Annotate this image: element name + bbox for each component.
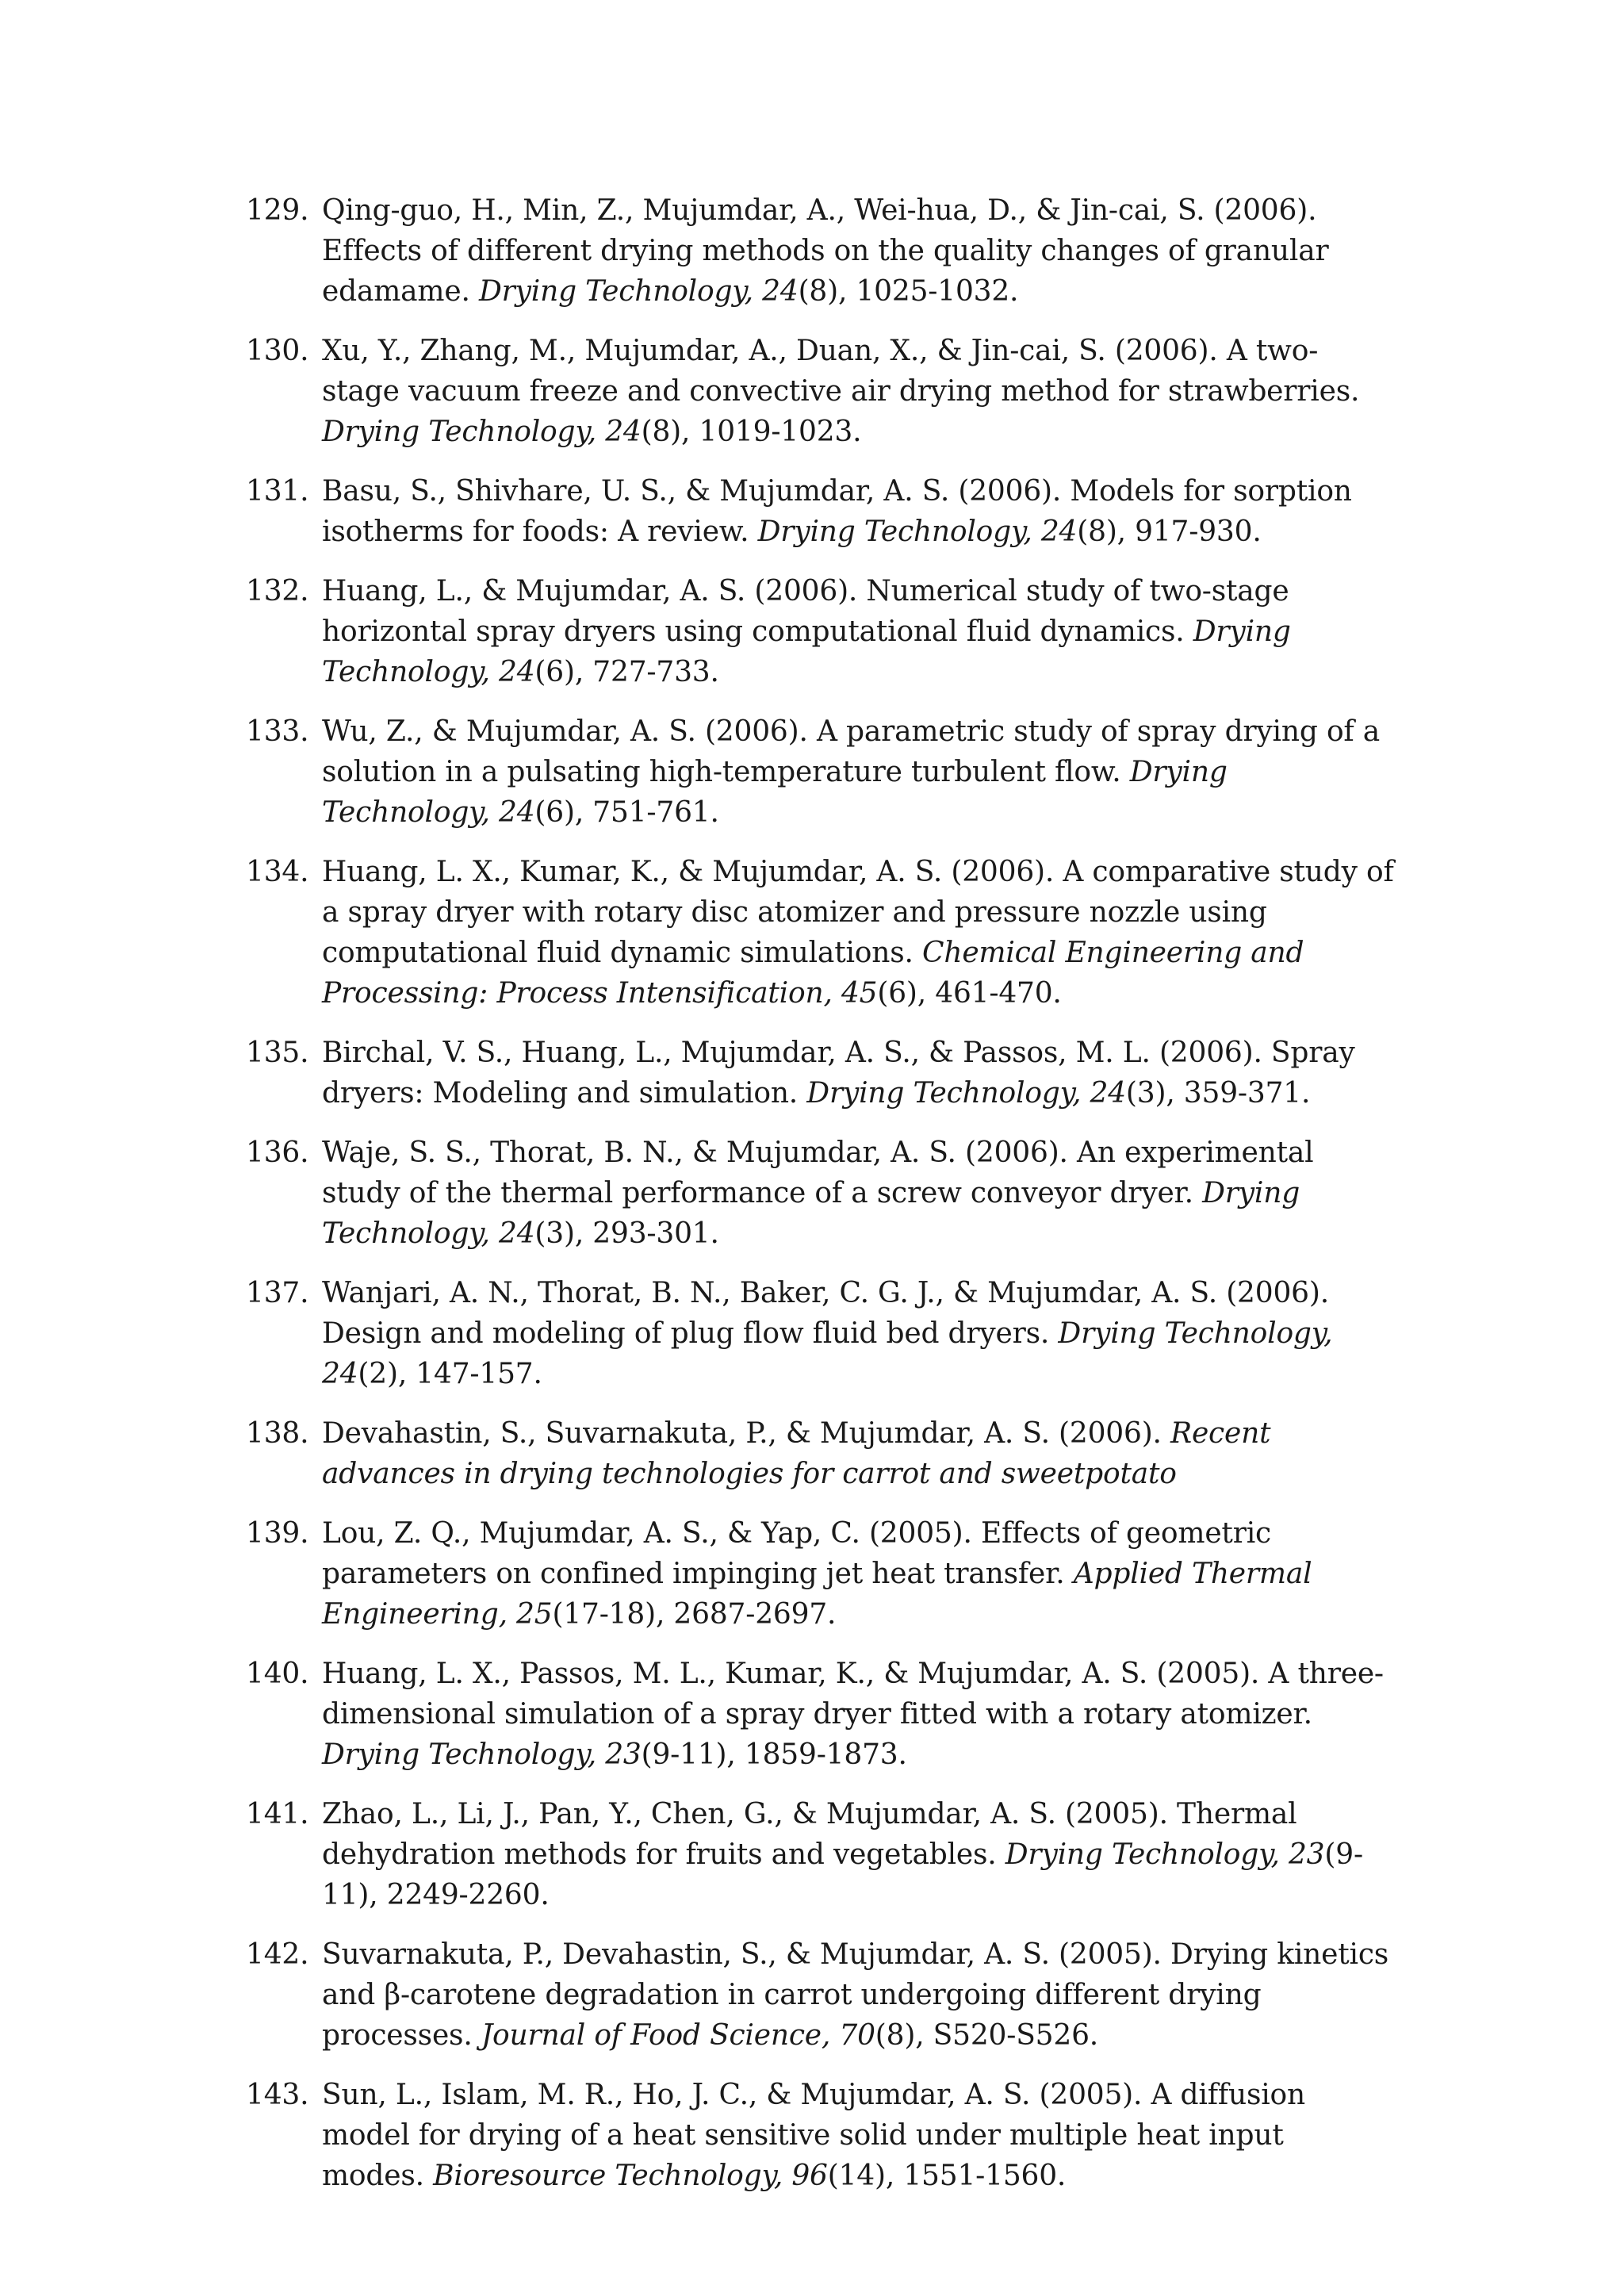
reference-number: 140.	[246, 1658, 309, 1690]
reference-number: 143.	[246, 2079, 309, 2111]
reference-source-italic: Drying Technology, 24	[806, 1077, 1126, 1110]
reference-number: 141.	[246, 1798, 309, 1830]
reference-segment: (6), 461-470.	[877, 977, 1062, 1010]
reference-source-italic: Drying Technology, 23	[1005, 1838, 1325, 1871]
reference-segment: Basu, S., Shivhare, U. S., & Mujumdar, A. S. (2006). Models for sorption isotherms for foods: A review.	[322, 475, 1352, 548]
reference-entry	[246, 571, 1394, 692]
reference-segment: (8), S520-S526.	[875, 2019, 1099, 2052]
reference-entry	[246, 1654, 1394, 1775]
reference-source-italic: Bioresource Technology, 96	[433, 2160, 828, 2192]
reference-entry	[246, 1934, 1394, 2056]
reference-text	[322, 471, 1394, 552]
reference-segment: Huang, L. X., Kumar, K., & Mujumdar, A. S. (2006). A comparative study of a spray dryer with rotary disc atomizer and pressure nozzle using computational fluid dynamic simulations.	[322, 856, 1394, 969]
reference-entry	[246, 1133, 1394, 1254]
reference-text	[322, 1654, 1394, 1775]
reference-entry	[246, 1513, 1394, 1635]
reference-segment: Qing-guo, H., Min, Z., Mujumdar, A., Wei-hua, D., & Jin-cai, S. (2006). Effects of different drying methods on the quality changes of granular edamame.	[322, 194, 1329, 308]
reference-segment: Zhao, L., Li, J., Pan, Y., Chen, G., & Mujumdar, A. S. (2005). Thermal dehydration methods for fruits and vegetables.	[322, 1798, 1297, 1871]
reference-segment: Suvarnakuta, P., Devahastin, S., & Mujumdar, A. S. (2005). Drying kinetics and β-carotene degradation in carrot undergoing different drying processes.	[322, 1938, 1389, 2052]
reference-segment: (6), 751-761.	[534, 796, 719, 829]
reference-text	[322, 331, 1394, 452]
reference-number: 134.	[246, 856, 309, 888]
reference-source-italic: Chemical Engineering and Processing: Process Intensification, 45	[322, 937, 1304, 1010]
reference-segment: (8), 1019-1023.	[641, 416, 862, 448]
reference-number: 136.	[246, 1137, 309, 1169]
reference-segment: (9-11), 1859-1873.	[641, 1738, 907, 1771]
reference-number: 130.	[246, 335, 309, 367]
reference-segment: (9-11), 2249-2260.	[322, 1838, 1363, 1911]
reference-source-italic: Drying Technology, 24	[322, 1317, 1333, 1390]
reference-text	[322, 1033, 1394, 1114]
reference-segment: (17-18), 2687-2697.	[552, 1598, 837, 1631]
reference-source-italic: Drying Technology, 24	[322, 756, 1228, 829]
reference-source-italic: Drying Technology, 24	[322, 416, 642, 448]
reference-segment: (2), 147-157.	[358, 1358, 542, 1390]
reference-segment: (14), 1551-1560.	[827, 2160, 1067, 2192]
reference-segment: Huang, L., & Mujumdar, A. S. (2006). Numerical study of two-stage horizontal spray dryers using computational fluid dynamics.	[322, 575, 1289, 648]
reference-entry	[246, 2075, 1394, 2196]
reference-segment: (3), 293-301.	[534, 1217, 719, 1250]
reference-number: 135.	[246, 1037, 309, 1069]
reference-number: 137.	[246, 1277, 309, 1309]
reference-source-italic: Drying Technology, 24	[322, 1177, 1300, 1250]
reference-source-italic: Drying Technology, 24	[322, 615, 1291, 688]
reference-text	[322, 1934, 1394, 2056]
reference-segment: (3), 359-371.	[1125, 1077, 1311, 1110]
reference-text	[322, 1794, 1394, 1915]
reference-entry	[246, 331, 1394, 452]
reference-text	[322, 1413, 1394, 1494]
reference-number: 132.	[246, 575, 309, 608]
reference-segment: Birchal, V. S., Huang, L., Mujumdar, A. S., & Passos, M. L. (2006). Spray dryers: Modeling and simulation.	[322, 1037, 1355, 1110]
reference-segment: Waje, S. S., Thorat, B. N., & Mujumdar, A. S. (2006). An experimental study of the thermal performance of a screw conveyor dryer.	[322, 1137, 1314, 1209]
reference-number: 138.	[246, 1417, 309, 1450]
reference-segment: (8), 1025-1032.	[798, 275, 1019, 308]
reference-segment: Sun, L., Islam, M. R., Ho, J. C., & Mujumdar, A. S. (2005). A diffusion model for drying of a heat sensitive solid under multiple heat input modes.	[322, 2079, 1305, 2192]
reference-source-italic: Drying Technology, 24	[478, 275, 799, 308]
reference-segment: Wanjari, A. N., Thorat, B. N., Baker, C. G. J., & Mujumdar, A. S. (2006). Design and modeling of plug flow fluid bed dryers.	[322, 1277, 1329, 1350]
reference-entry	[246, 1033, 1394, 1114]
reference-number: 139.	[246, 1517, 309, 1550]
reference-entry	[246, 1794, 1394, 1915]
reference-segment: (8), 917-930.	[1077, 516, 1262, 548]
reference-source-italic: Journal of Food Science, 70	[481, 2019, 875, 2052]
reference-entry	[246, 852, 1394, 1014]
reference-segment: Devahastin, S., Suvarnakuta, P., & Mujumdar, A. S. (2006).	[322, 1417, 1171, 1450]
reference-segment: (6), 727-733.	[534, 656, 719, 688]
reference-number: 129.	[246, 194, 309, 227]
reference-text	[322, 571, 1394, 692]
reference-source-italic: Drying Technology, 23	[322, 1738, 642, 1771]
reference-text	[322, 1133, 1394, 1254]
reference-list	[246, 190, 1394, 2196]
reference-source-italic: Applied Thermal Engineering, 25	[322, 1558, 1312, 1631]
reference-entry	[246, 471, 1394, 552]
reference-entry	[246, 1413, 1394, 1494]
reference-entry	[246, 1273, 1394, 1394]
reference-text	[322, 190, 1394, 312]
reference-segment: Wu, Z., & Mujumdar, A. S. (2006). A parametric study of spray drying of a solution in a pulsating high-temperature turbulent flow.	[322, 715, 1381, 788]
reference-segment: Lou, Z. Q., Mujumdar, A. S., & Yap, C. (2005). Effects of geometric parameters on confined impinging jet heat transfer.	[322, 1517, 1271, 1590]
reference-text	[322, 2075, 1394, 2196]
reference-segment: Huang, L. X., Passos, M. L., Kumar, K., & Mujumdar, A. S. (2005). A three-dimensional simulation of a spray dryer fitted with a rotary atomizer.	[322, 1658, 1384, 1731]
reference-text	[322, 852, 1394, 1014]
reference-text	[322, 711, 1394, 833]
reference-number: 142.	[246, 1938, 309, 1971]
reference-source-italic: Drying Technology, 24	[757, 516, 1078, 548]
reference-text	[322, 1513, 1394, 1635]
reference-entry	[246, 190, 1394, 312]
reference-number: 131.	[246, 475, 309, 508]
reference-source-italic: Recent advances in drying technologies for carrot and sweetpotato	[322, 1417, 1271, 1490]
reference-text	[322, 1273, 1394, 1394]
reference-segment: Xu, Y., Zhang, M., Mujumdar, A., Duan, X., & Jin-cai, S. (2006). A two-stage vacuum freeze and convective air drying method for strawberries.	[322, 335, 1360, 408]
reference-entry	[246, 711, 1394, 833]
reference-number: 133.	[246, 715, 309, 748]
